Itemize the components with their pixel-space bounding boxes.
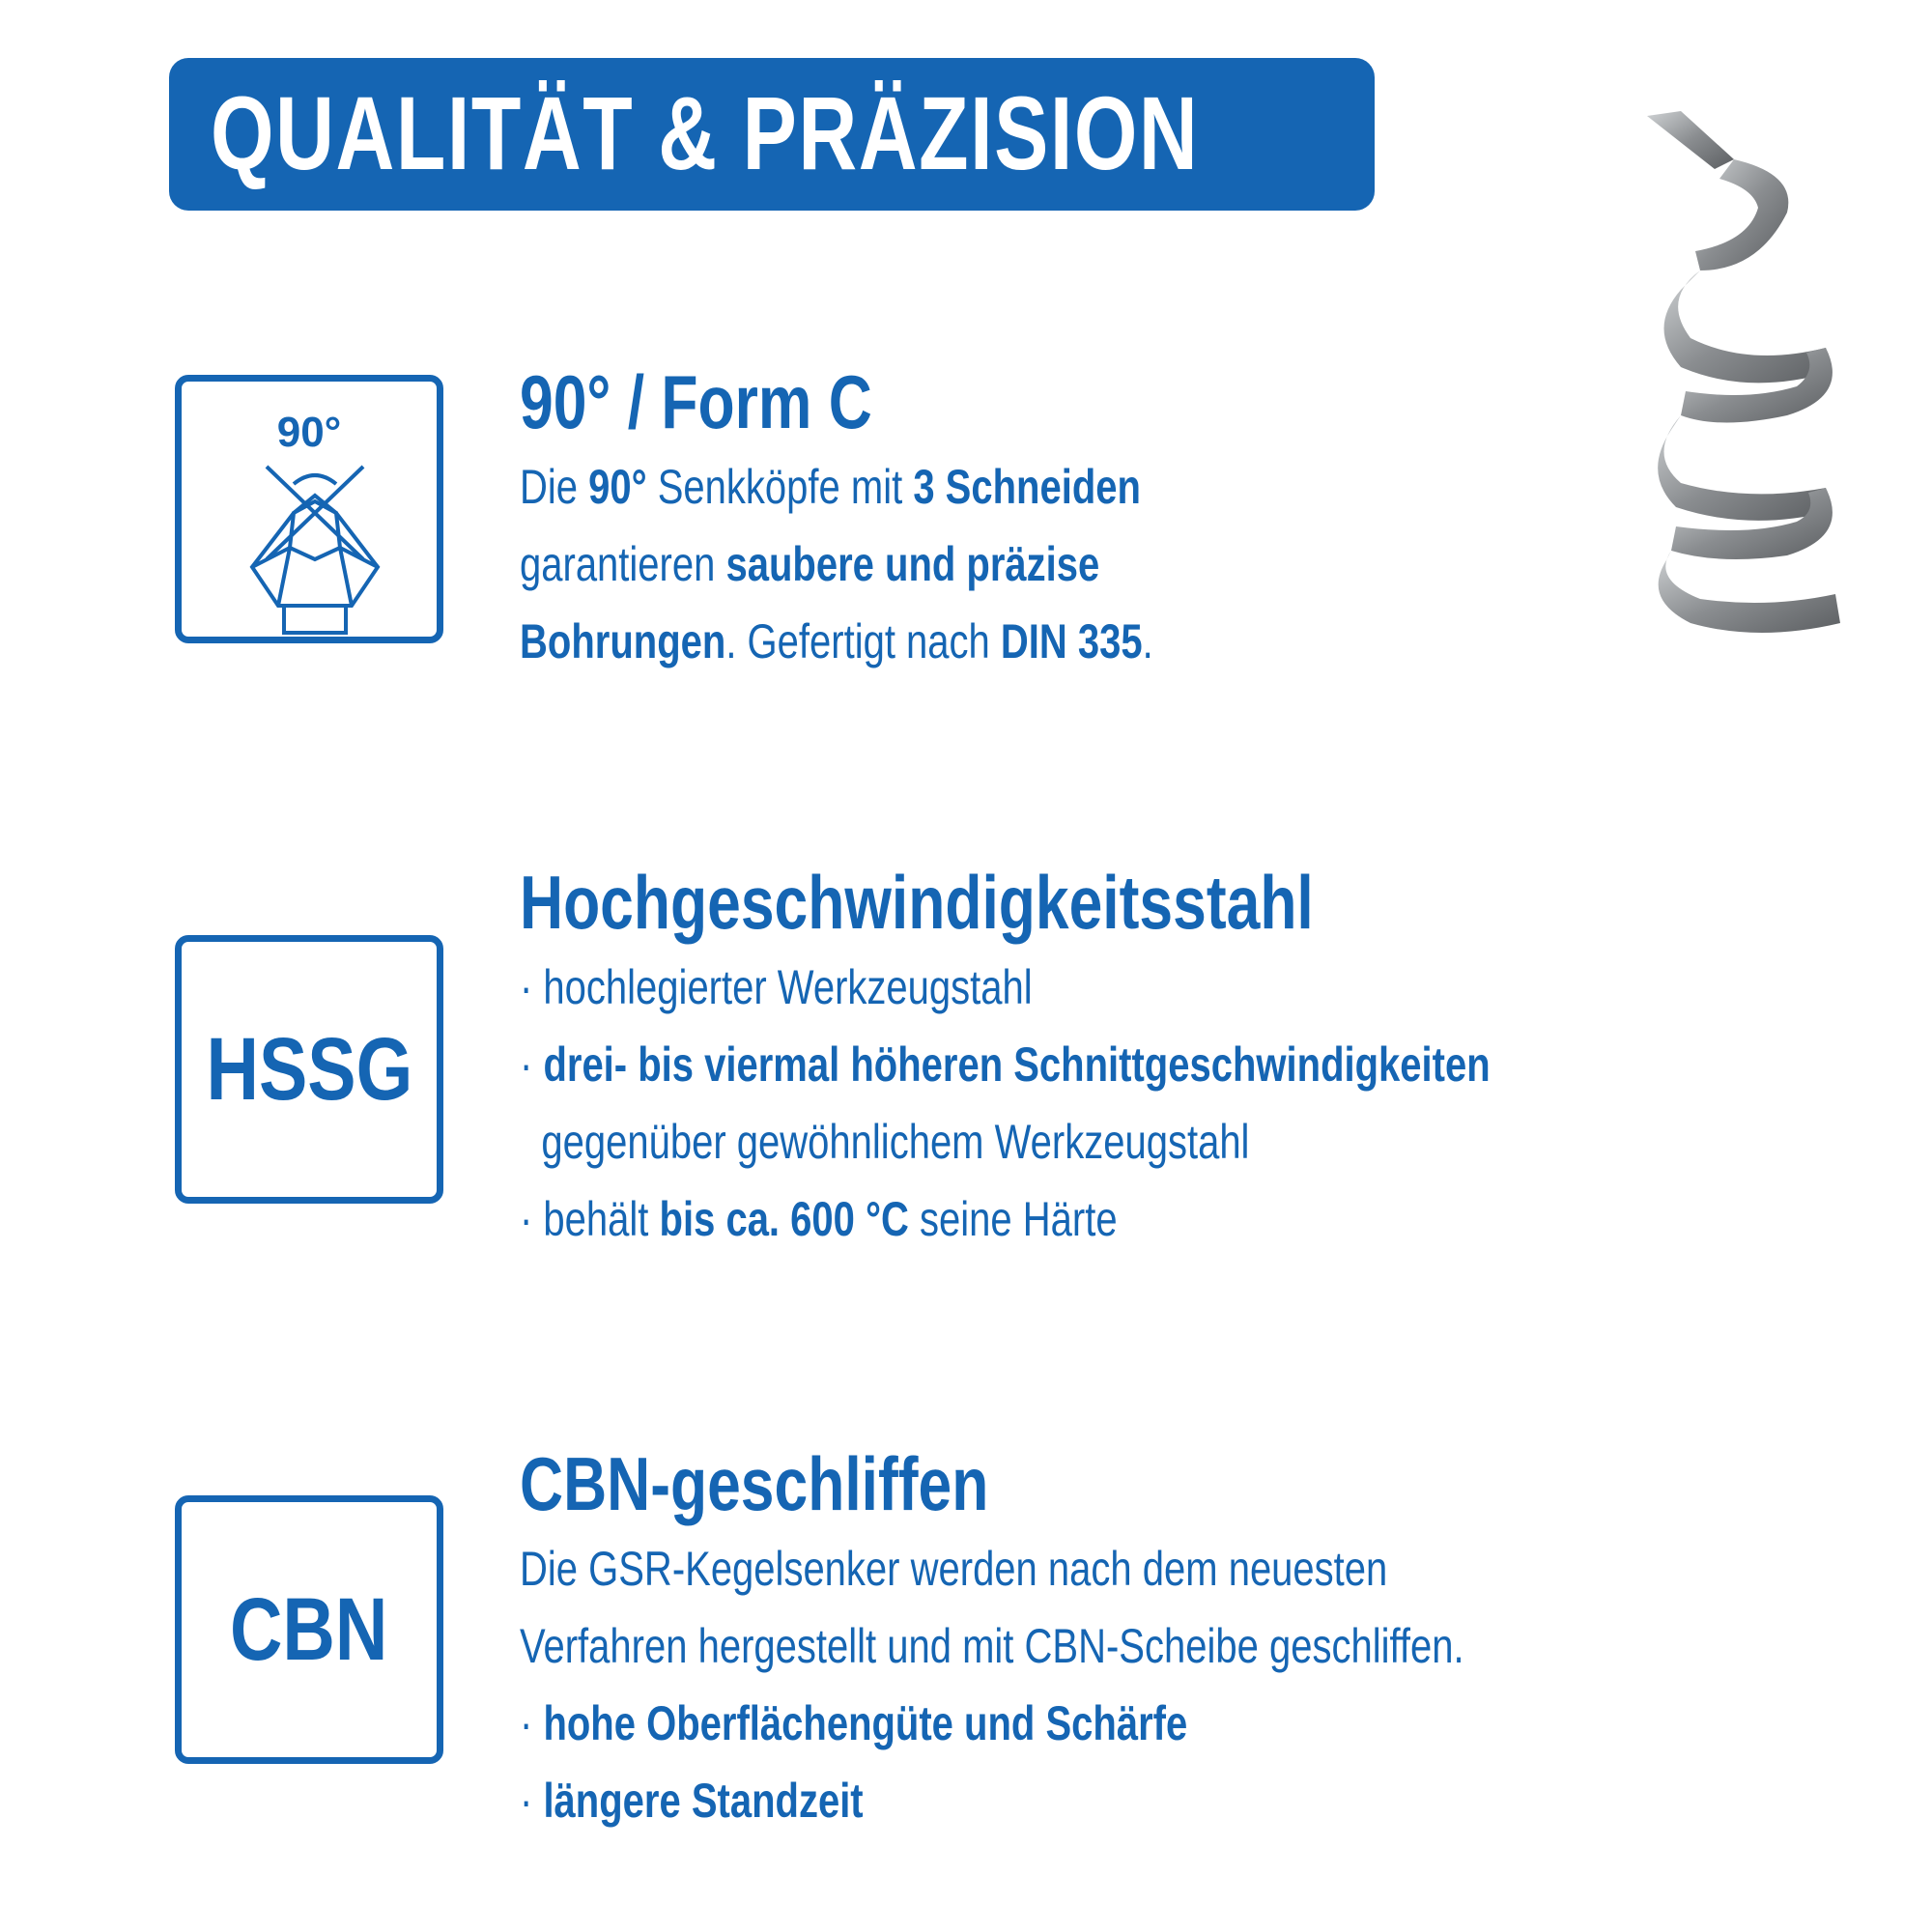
description-line (520, 1685, 1464, 1762)
metal-chip-spiral-image (1642, 106, 1845, 647)
feature-title: CBN-geschliffen (520, 1441, 989, 1526)
text: . (1142, 614, 1153, 668)
bold-text: bis ca. 600 °C (659, 1192, 909, 1246)
description-line (520, 1103, 1491, 1180)
bold-text: drei- bis viermal höheren Schnittgeschwindigkeiten (543, 1037, 1491, 1092)
text: gegenüber gewöhnlichem Werkzeugstahl (541, 1115, 1250, 1169)
description-line (520, 448, 1153, 526)
text: Die GSR-Kegelsenker werden nach dem neuesten (520, 1542, 1388, 1596)
description-line (520, 526, 1153, 603)
text: · (520, 1774, 544, 1828)
hssg-icon (175, 935, 443, 1204)
banner-title: QUALITÄT & PRÄZISION (211, 74, 1200, 191)
feature-title: Hochgeschwindigkeitsstahl (520, 860, 1314, 945)
cbn-label: CBN (230, 1579, 388, 1679)
bold-text: DIN 335 (1000, 614, 1143, 668)
description-line (520, 1530, 1464, 1607)
text: Verfahren hergestellt und mit CBN-Scheibe geschliffen. (520, 1619, 1464, 1673)
bold-text: hohe Oberflächengüte und Schärfe (543, 1696, 1188, 1750)
feature-description (520, 448, 1312, 680)
description-line (520, 1026, 1491, 1103)
text: Senkköpfe mit (646, 460, 914, 514)
feature-hss (520, 856, 1733, 1258)
description-line (520, 1180, 1491, 1258)
text: · (520, 1696, 544, 1750)
cbn-icon (175, 1495, 443, 1764)
bold-text: Bohrungen (520, 614, 726, 668)
text: Die (520, 460, 589, 514)
text: . Gefertigt nach (725, 614, 1001, 668)
text: · hochlegierter Werkzeugstahl (520, 960, 1033, 1014)
bold-text: 3 Schneiden (913, 460, 1141, 514)
feature-title: 90° / Form C (520, 359, 872, 444)
feature-cbn (520, 1437, 1700, 1839)
bold-text: längere Standzeit (543, 1774, 864, 1828)
text: · behält (520, 1192, 660, 1246)
bold-text: saubere und präzise (725, 537, 1100, 591)
text: garantieren (520, 537, 726, 591)
description-line (520, 603, 1153, 680)
angle-label: 90° (276, 409, 342, 456)
text: seine Härte (908, 1192, 1118, 1246)
bold-text: 90° (588, 460, 647, 514)
countersink-90-icon (175, 375, 443, 643)
description-line (520, 1762, 1464, 1839)
description-line (520, 949, 1491, 1026)
feature-description (520, 949, 1733, 1258)
text: · (520, 1037, 544, 1092)
feature-form-c (520, 355, 1312, 680)
description-line (520, 1607, 1464, 1685)
hssg-label: HSSG (206, 1019, 412, 1119)
feature-description (520, 1530, 1700, 1839)
countersink-drawing (247, 463, 383, 639)
